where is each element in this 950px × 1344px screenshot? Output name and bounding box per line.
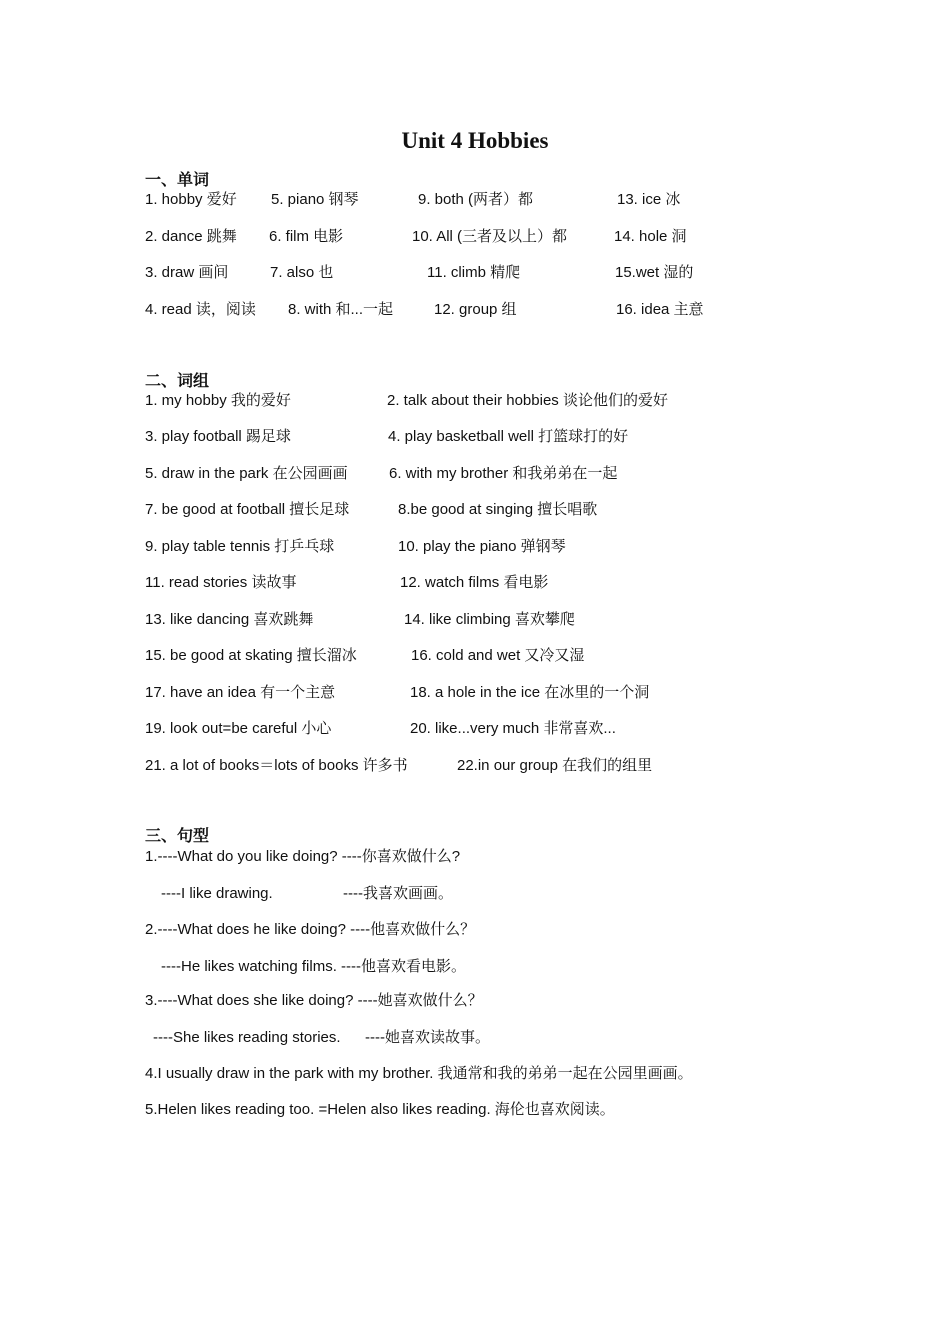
phrase-item: 12. watch films 看电影: [400, 574, 549, 591]
phrase-item: 1. my hobby 我的爱好: [145, 392, 291, 409]
phrase-item: 10. play the piano 弹钢琴: [398, 538, 566, 555]
vocab-item: 16. idea 主意: [616, 301, 704, 318]
vocab-item: 10. All (三者及以上）都: [412, 228, 568, 245]
sentence: ----I like drawing.: [161, 885, 273, 902]
vocab-item: 14. hole 洞: [614, 228, 687, 245]
phrase-item: 18. a hole in the ice 在冰里的一个洞: [410, 684, 650, 701]
vocab-item: 6. film 电影: [269, 228, 344, 245]
sentence: ----She likes reading stories.: [153, 1029, 341, 1046]
phrase-item: 16. cold and wet 又冷又湿: [411, 647, 585, 664]
page-title: Unit 4 Hobbies: [401, 128, 549, 153]
phrase-item: 21. a lot of books＝lots of books 许多书: [145, 757, 408, 774]
phrase-item: 8.be good at singing 擅长唱歌: [398, 501, 598, 518]
vocab-item: 13. ice 冰: [617, 191, 681, 208]
vocab-item: 15.wet 湿的: [615, 264, 694, 281]
vocab-item: 3. draw 画间: [145, 264, 229, 281]
vocab-item: 5. piano 钢琴: [271, 191, 359, 208]
phrase-item: 6. with my brother 和我弟弟在一起: [389, 465, 618, 482]
sentence: 4.I usually draw in the park with my brother. 我通常和我的弟弟一起在公园里画画。: [145, 1065, 693, 1082]
sentence: 3.----What does she like doing? ----她喜欢做什么？: [145, 992, 483, 1009]
vocab-item: 11. climb 精爬: [427, 264, 521, 281]
sentence: 1.----What do you like doing? ----你喜欢做什么?: [145, 848, 461, 865]
sentence-heading: 三、句型: [145, 828, 210, 845]
vocab-item: 12. group 组: [434, 301, 517, 318]
phrase-item: 20. like...very much 非常喜欢...: [410, 720, 616, 737]
sentence: 5.Helen likes reading too. =Helen also likes reading. 海伦也喜欢阅读。: [145, 1101, 615, 1118]
phrase-item: 11. read stories 读故事: [145, 574, 297, 591]
phrase-item: 7. be good at football 擅长足球: [145, 501, 350, 518]
phrase-item: 3. play football 踢足球: [145, 428, 291, 445]
vocab-item: 2. dance 跳舞: [145, 228, 237, 245]
phrase-item: 17. have an idea 有一个主意: [145, 684, 336, 701]
vocab-item: 9. both (两者）都: [418, 191, 534, 208]
sentence: 2.----What does he like doing? ----他喜欢做什么？: [145, 921, 476, 938]
phrase-item: 19. look out=be careful 小心: [145, 720, 332, 737]
vocab-item: 7. also 也: [270, 264, 334, 281]
vocab-item: 4. read 读，阅读: [145, 301, 256, 318]
phrase-item: 4. play basketball well 打篮球打的好: [388, 428, 629, 445]
phrase-item: 22.in our group 在我们的组里: [457, 757, 653, 774]
phrase-item: 15. be good at skating 擅长溜冰: [145, 647, 357, 664]
phrase-heading: 二、词组: [145, 373, 210, 390]
vocab-item: 8. with 和...一起: [288, 301, 394, 318]
vocab-heading: 一、单词: [145, 172, 210, 189]
phrase-item: 14. like climbing 喜欢攀爬: [404, 611, 575, 628]
phrase-item: 2. talk about their hobbies 谈论他们的爱好: [387, 392, 668, 409]
sentence: ----我喜欢画画。: [343, 885, 453, 902]
sentence: ----He likes watching films. ----他喜欢看电影。: [161, 958, 467, 975]
vocab-item: 1. hobby 爱好: [145, 191, 237, 208]
phrase-item: 13. like dancing 喜欢跳舞: [145, 611, 314, 628]
sentence: ----她喜欢读故事。: [365, 1029, 490, 1046]
phrase-item: 9. play table tennis 打乒乓球: [145, 538, 335, 555]
phrase-item: 5. draw in the park 在公园画画: [145, 465, 348, 482]
